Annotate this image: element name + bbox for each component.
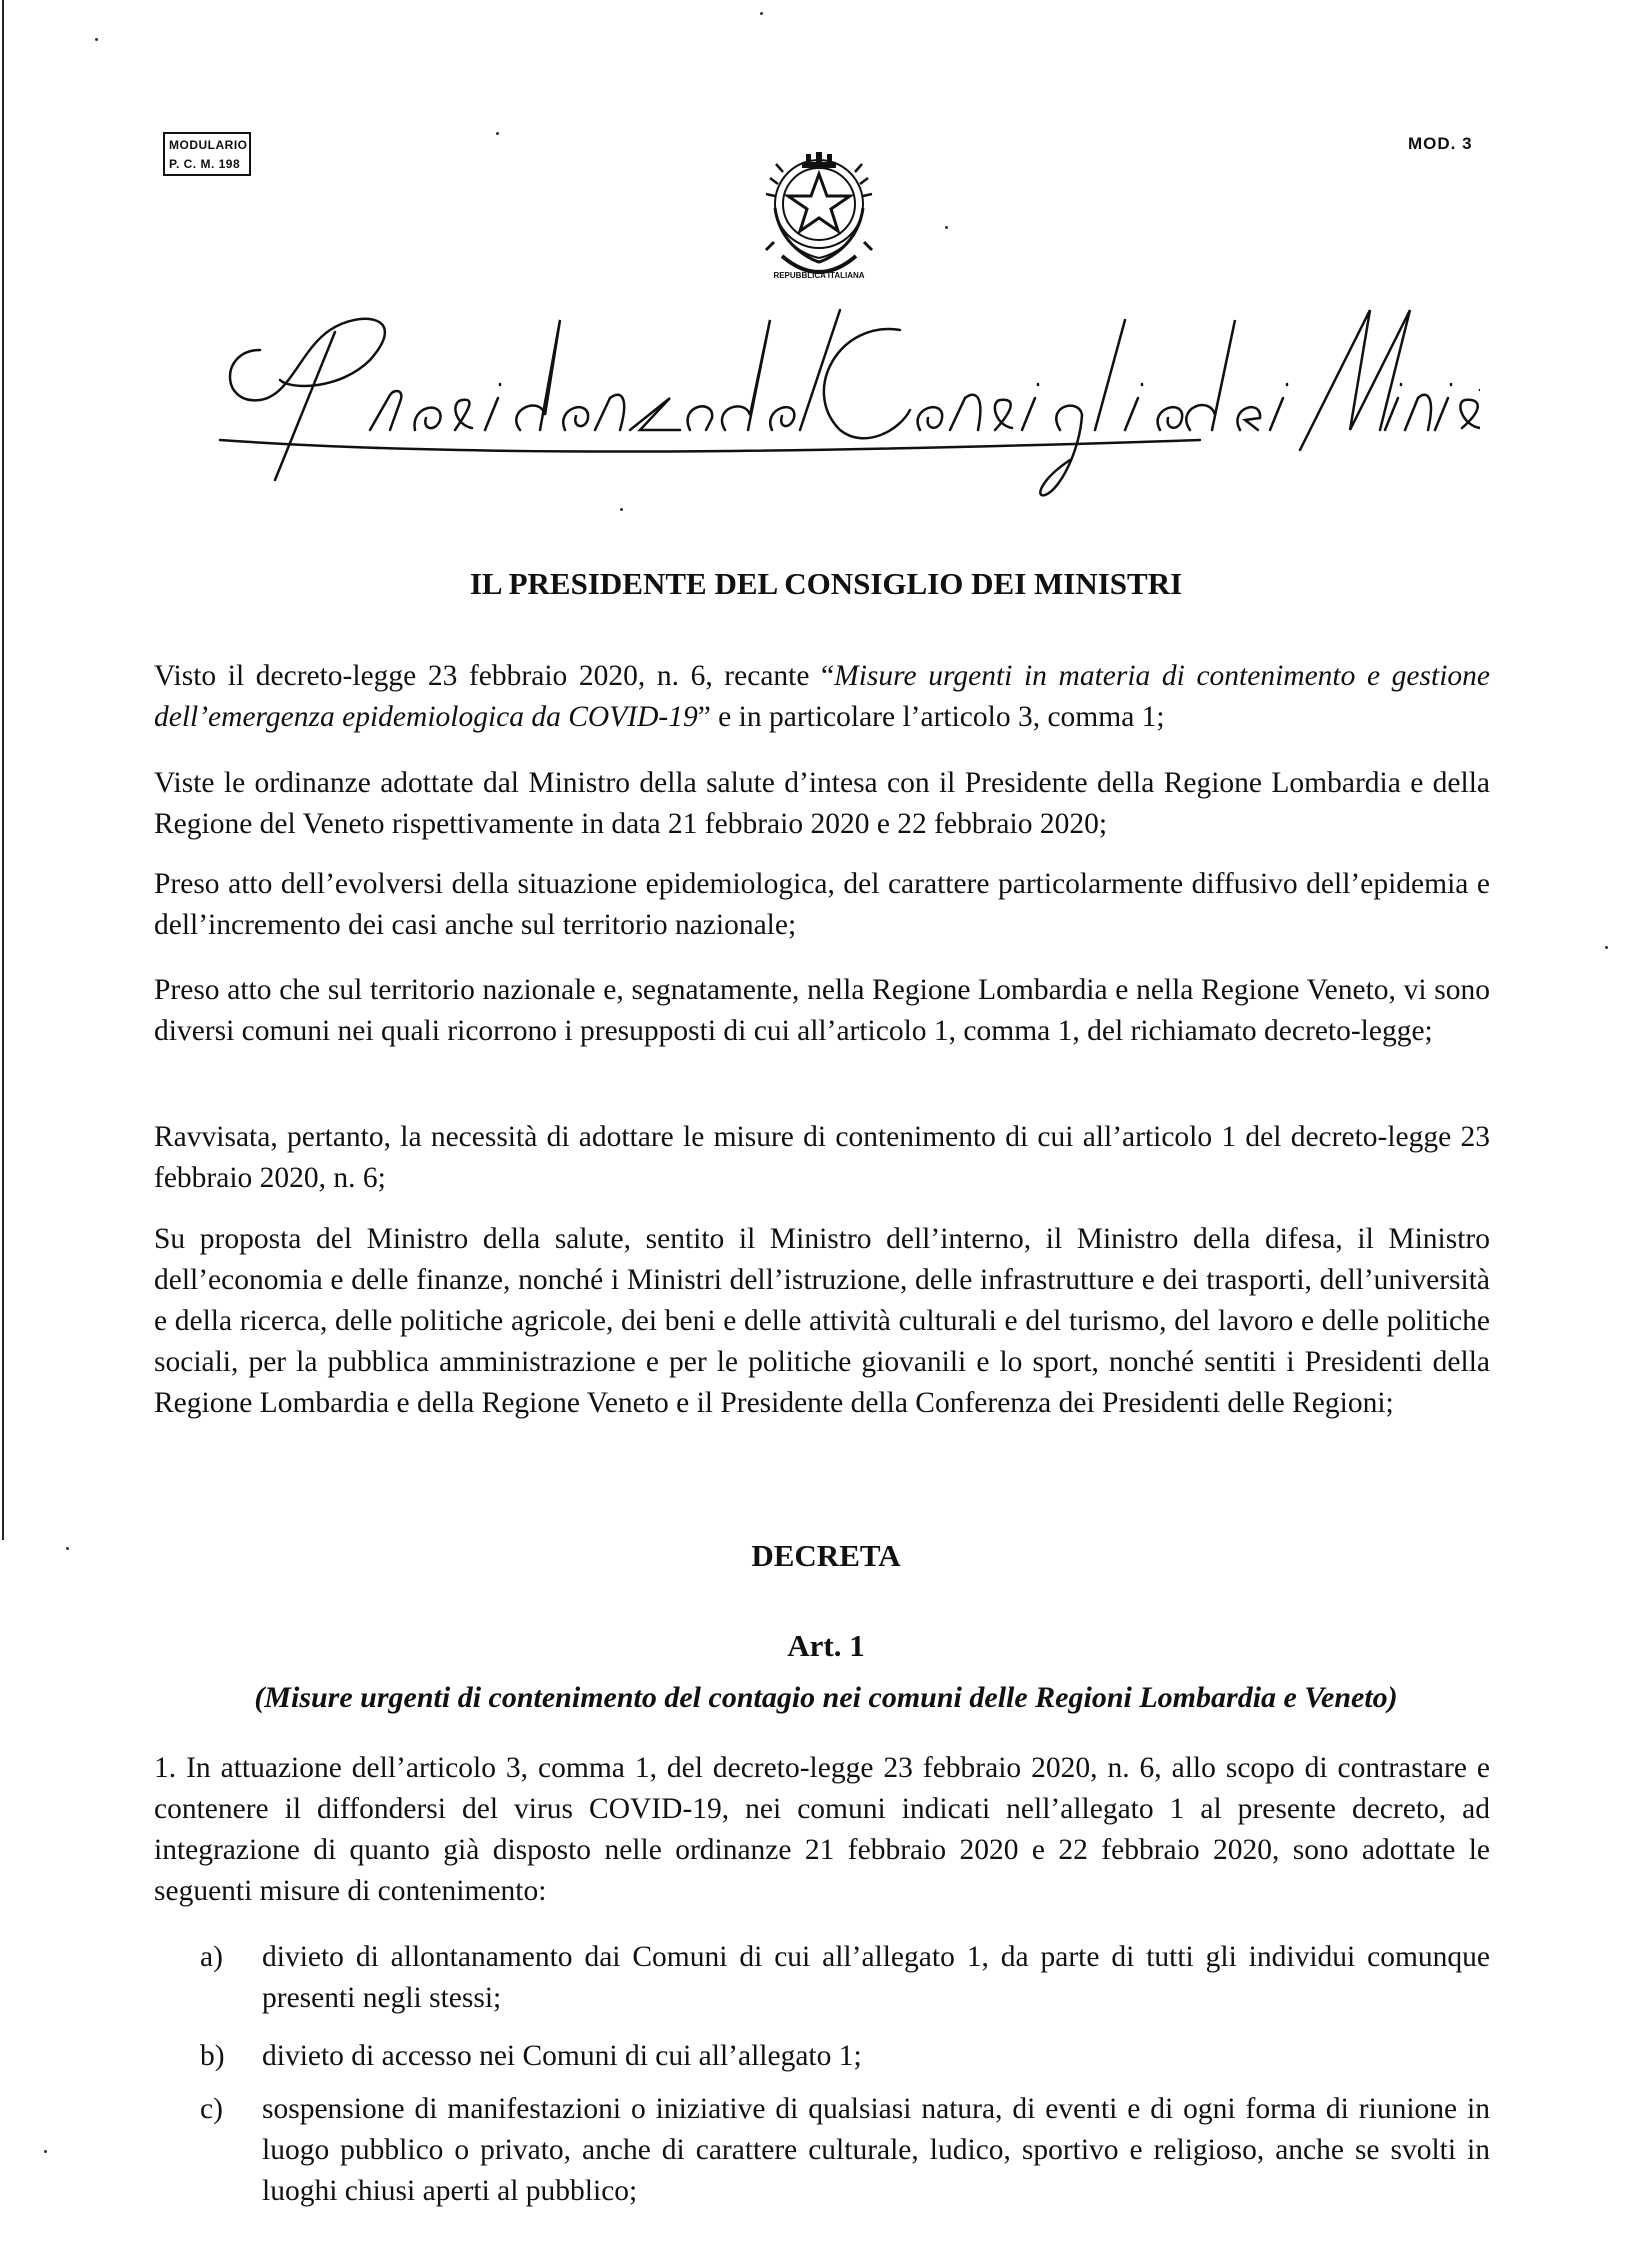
scan-edge-line (2, 0, 4, 1540)
article-subtitle: (Misure urgenti di contenimento del contagio nei comuni delle Regioni Lombardia e Veneto) (254, 1681, 1398, 1714)
preamble-paragraph-6: Su proposta del Ministro della salute, sentito il Ministro dell’interno, il Ministro della difesa, il Ministro dell’economia e delle finanze, nonché i Ministri dell’istruzione, delle infrastrutture e dei trasporti, dell’università e della ricerca, delle politiche agricole, dei beni e delle attività culturali e del turismo, del lavoro e delle politiche sociali, per la pubblica amministrazione e per le politiche giovanili e lo sport, nonché sentiti i Presidenti della Regione Lombardia e della Regione Veneto e il Presidente della Conferenza dei Presidenti delle Regioni; (154, 1223, 1490, 1419)
emblem-banner-text: REPUBBLICA ITALIANA (773, 271, 865, 280)
list-item-text: sospensione di manifestazioni o iniziative di qualsiasi natura, di eventi e di ogni forma di riunione in luogo pubblico o privato, anche di carattere culturale, ludico, sportivo e religioso, anche se svolti in luoghi chiusi aperti al pubblico; (262, 2093, 1490, 2207)
list-item-label: b) (200, 2040, 225, 2072)
list-item-label: c) (200, 2093, 223, 2125)
emblem-republic-icon (752, 138, 886, 288)
document-title: IL PRESIDENTE DEL CONSIGLIO DEI MINISTRI (469, 566, 1183, 601)
scan-speck (1605, 946, 1608, 949)
modulario-stamp (163, 132, 251, 176)
scan-speck (945, 226, 948, 229)
scan-speck (44, 2150, 47, 2153)
letterhead-signature (200, 290, 1480, 510)
list-item-text: divieto di accesso nei Comuni di cui all’allegato 1; (262, 2040, 862, 2072)
preamble-paragraph-2: Viste le ordinanze adottate dal Ministro della salute d’intesa con il Presidente della Regione Lombardia e della Regione del Veneto rispettivamente in data 21 febbraio 2020 e 22 febbraio 2020; (154, 767, 1490, 840)
letterhead-text: Presidenza del Consiglio dei Ministri (200, 290, 215, 291)
decree-title-italic: Misure urgenti in materia di contenimento e gestione dell’emergenza epidemiologica da COVID-19 (154, 660, 1490, 733)
mod-label: MOD. 3 (1408, 134, 1473, 153)
preamble-paragraph-3: Preso atto dell’evolversi della situazione epidemiologica, del carattere particolarmente diffusivo dell’epidemia e dell’incremento dei casi anche sul territorio nazionale; (154, 868, 1490, 941)
preamble-paragraph-5: Ravvisata, pertanto, la necessità di adottare le misure di contenimento di cui all’articolo 1 del decreto-legge 23 febbraio 2020, n. 6; (154, 1121, 1490, 1194)
list-item-text: divieto di allontanamento dai Comuni di cui all’allegato 1, da parte di tutti gli individui comunque presenti negli stessi; (262, 1941, 1490, 2014)
preamble-paragraph-1 (154, 656, 1490, 738)
list-item-label: a) (200, 1941, 223, 1973)
modulario-line-2: P. C. M. 198 (169, 157, 241, 171)
preamble-paragraph-4: Preso atto che sul territorio nazionale e, segnatamente, nella Regione Lombardia e nella Regione Veneto, vi sono diversi comuni nei quali ricorrono i presupposti di cui all’articolo 1, comma 1, del richiamato decreto-legge; (154, 974, 1490, 1047)
decreta-heading: DECRETA (751, 1538, 901, 1573)
article-title: Art. 1 (787, 1628, 865, 1663)
scan-speck (760, 12, 763, 15)
preamble-1-text-a: Visto il decreto-legge 23 febbraio 2020, n. 6, recante “ (154, 660, 835, 692)
scan-speck (95, 38, 98, 41)
preamble-1-text-b: ” e in particolare l’articolo 3, comma 1; (697, 701, 1165, 733)
scan-speck (496, 132, 499, 135)
modulario-line-1: MODULARIO (169, 138, 248, 152)
article-intro: 1. In attuazione dell’articolo 3, comma 1, del decreto-legge 23 febbraio 2020, n. 6, allo scopo di contrastare e contenere il diffondersi del virus COVID-19, nei comuni indicati nell’allegato 1 al presente decreto, ad integrazione di quanto già disposto nelle ordinanze 21 febbraio 2020 e 22 febbraio 2020, sono adottate le seguenti misure di contenimento: (154, 1752, 1490, 1907)
